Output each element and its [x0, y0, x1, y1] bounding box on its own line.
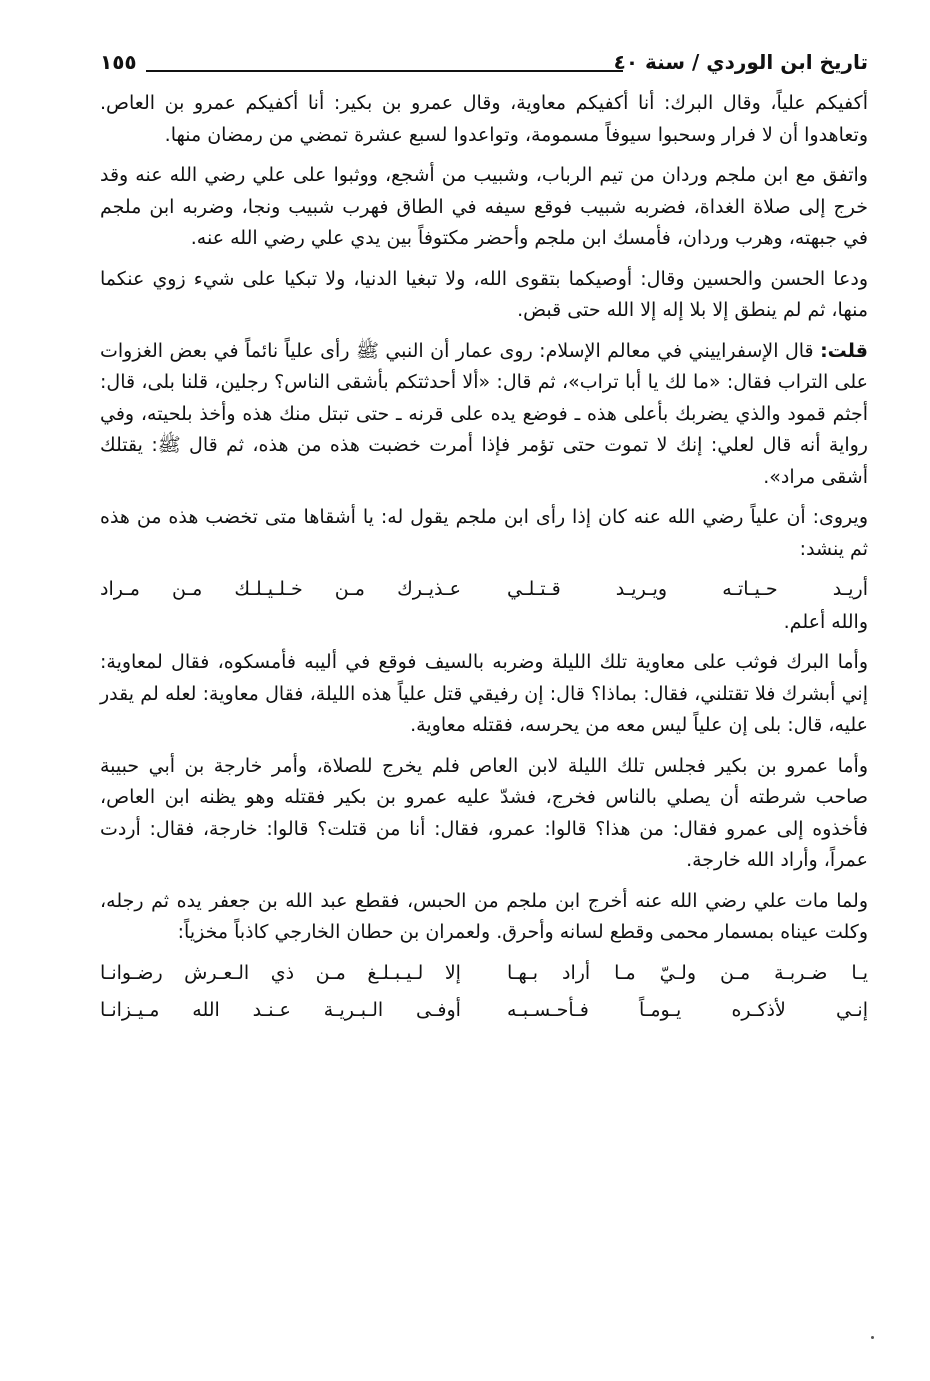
running-header-title: تاريخ ابن الوردي / سنة ٤٠ — [613, 50, 868, 74]
paragraph-qultu — [100, 336, 868, 494]
verse-first-hemistich: إنـي لأذكـره يـومـاً فـأحـسـبـه — [507, 998, 868, 1021]
paragraph-body: قال الإسفراييني في معالم الإسلام: روى عمار أن النبي ﷺ رأى علياً نائماً في بعض الغزوات على التراب فقال: «ما لك يا أبا تراب»، ثم قال: «ألا أحدثتكم بأشقى الناس؟ رجلين، قلنا بلى، قال: أجثم قمود والذي يضربك بأعلى هذه ـ فوضع يده على قرنه ـ حتى تبتل منك هذه وأخذ بلحيته، وفي رواية أنه قال لعلي: إنك لا تموت حتى تؤمر فإذا أمرت خضبت هذه من هذه، ثم قال ﷺ: يقتلك أشقى مراد». — [100, 339, 868, 488]
header-rule — [146, 70, 623, 72]
paragraph: واتفق مع ابن ملجم وردان من تيم الرباب، وشبيب من أشجع، ووثبوا على علي رضي الله عنه وقد خرج إلى صلاة الغداة، فضربه شبيب فوقع سيفه في الطاق فهرب شبيب ونجا، وضربه ابن ملجم في جبهته، وهرب وردان، فأمسك ابن ملجم وأحضر مكتوفاً بين يدي علي رضي الله عنه. — [100, 164, 868, 249]
verse-first-hemistich: أريـد حـيـاتـه ويـريـد قـتـلـي — [507, 578, 868, 600]
paragraph: وأما البرك فوثب على معاوية تلك الليلة وضربه بالسيف فوقع في أليبه فأمسكوه، فقال لمعاوية: إني أبشرك فلا تقتلني، فقال: بماذا؟ قال: إن رفيقي قتل علياً هذه الليلة، فقال معاوية: لعله لم يقدر عليه، قال: بلى إن علياً ليس معه من يحرسه، فقتله معاوية. — [100, 651, 868, 736]
paragraph: ودعا الحسن والحسين وقال: أوصيكما بتقوى الله، ولا تبغيا الدنيا، ولا تبكيا على شيء زوي عنكما منها، ثم لم ينطق إلا بلا إله إلا الله حتى قبض. — [100, 267, 868, 321]
paragraph: أكفيكم علياً، وقال البرك: أنا أكفيكم معاوية، وقال عمرو بن بكير: أنا أكفيكم عمرو بن العاص. وتعاهدوا أن لا فرار وسحبوا سيوفاً مسمومة، وتواعدوا لسبع عشرة تمضي من رمضان منها. — [100, 92, 868, 146]
paragraph: وأما عمرو بن بكير فجلس تلك الليلة لابن العاص فلم يخرج للصلاة، وأمر خارجة بن أبي حبيبة صاحب شرطته أن يصلي بالناس فخرج، فشدّ عليه عمرو بن بكير فقتله وهو يظنه ابن العاص، فأخذوه إلى عمرو فقال: من هذا؟ قالوا: عمرو، فقال: أنا من قتلت؟ قالوا: خارجة، فقال: أردت عمراً، وأراد الله خارجة. — [100, 754, 868, 871]
paragraph-lead-word: قلت: — [820, 339, 868, 362]
running-header — [100, 40, 868, 88]
poem-verse — [100, 574, 868, 605]
paragraph: ويروى: أن علياً رضي الله عنه كان إذا رأى ابن ملجم يقول له: يا أشقاها متى تخضب هذه من هذه ثم ينشد: — [100, 506, 868, 560]
book-page — [100, 40, 868, 1360]
page-number: ١٥٥ — [100, 50, 137, 74]
verse-second-hemistich: أوفـى الـبـريـة عـنـد الله مـيـزانـا — [100, 998, 461, 1021]
verse-second-hemistich: إلا لـيـبـلـغ مـن ذي الـعـرش رضـوانـا — [100, 961, 461, 984]
paragraph: ولما مات علي رضي الله عنه أخرج ابن ملجم من الحبس، فقطع عبد الله بن جعفر يده ثم رجله، وكلت عيناه بمسمار محمى وقطع لسانه وأحرق. ولعمران بن حطان الخارجي كاذباً مخزياً: — [100, 889, 868, 943]
closing-phrase: والله أعلم. — [783, 611, 868, 633]
margin-dot — [871, 1336, 874, 1339]
poem — [100, 958, 868, 1026]
verse-second-hemistich: عـذيـرك مـن خـلـيـلـك مـن مـراد — [100, 578, 461, 600]
verse-first-hemistich: يـا ضـربـة مـن ولـيّ مـا أراد بـهـا — [507, 961, 868, 984]
body-text — [100, 88, 868, 1026]
poem-verse — [100, 958, 868, 989]
poem-verse — [100, 995, 868, 1026]
